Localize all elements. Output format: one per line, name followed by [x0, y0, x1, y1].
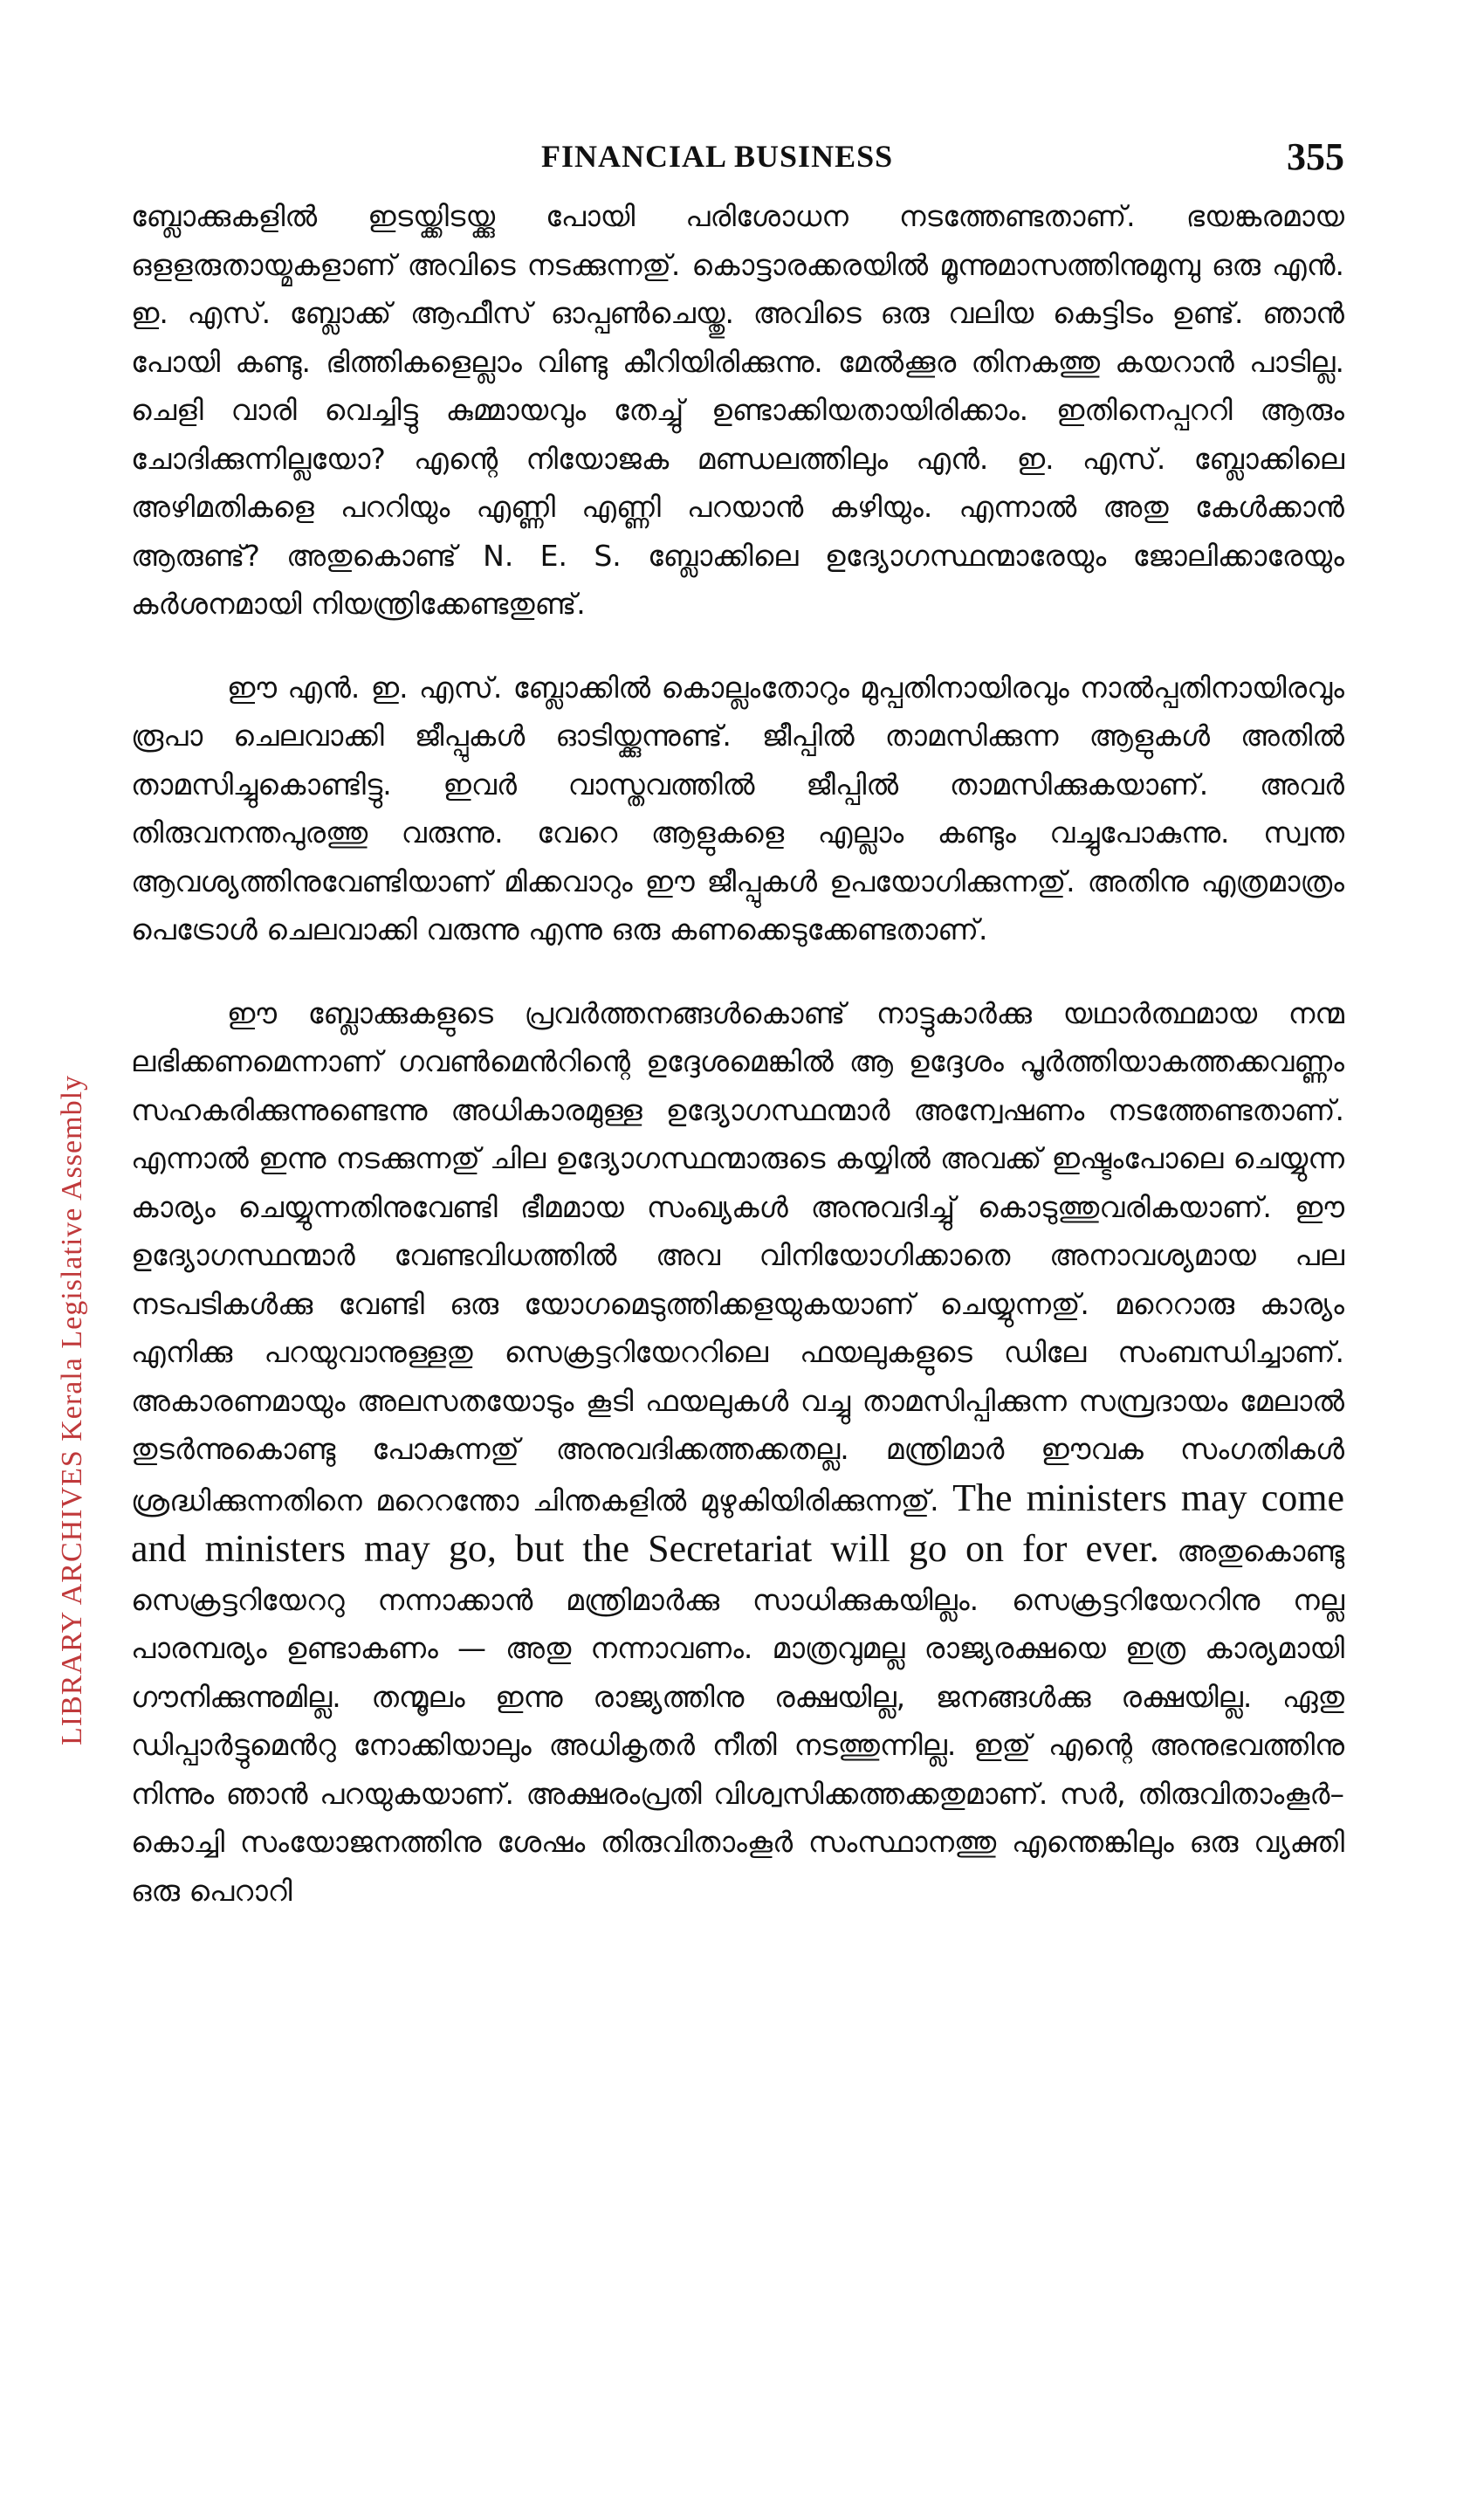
page-header [131, 131, 1344, 192]
watermark-text: LIBRARY ARCHIVES Kerala Legislative Assembly [56, 1074, 88, 1745]
paragraph-3-tail: അതുകൊണ്ടു സെക്രട്ടറിയേററു നന്നാക്കാൻ മന്ത്രിമാർക്കു സാധിക്കുകയില്ലം. സെക്രട്ടറിയേററിനു നല്ല പാരമ്പര്യം ഉണ്ടാകണം — അതു നന്നാവണം. മാത്രവുമല്ല രാജ്യരക്ഷയെ ഇത്ര കാര്യമായി ഗൗനിക്കുന്നുമില്ല. തന്മൂലം ഇന്നു രാജ്യത്തിനു രക്ഷയില്ല, ജനങ്ങൾക്കു രക്ഷയില്ല. ഏതു ഡിപ്പാർട്ടുമെൻറു നോക്കിയാലും അധികൃതർ നീതി നടത്തുന്നില്ല. ഇതു് എന്റെ അനുഭവത്തിനു നിന്നും ഞാൻ പറയുകയാണ്. അക്ഷരംപ്രതി വിശ്വസിക്കത്തക്കതുമാണ്. സർ, തിരുവിതാംകൂർ–കൊച്ചി സംയോജനത്തിനു ശേഷം തിരുവിതാംകൂർ സംസ്ഥാനത്തു എന്തെങ്കിലും ഒരു വ്യക്തി ഒരു പെറാറി [131, 1534, 1344, 1908]
paragraph-3-english-quote: The ministers may come and ministers may go, but the Secretariat will go on for ever. [131, 1476, 1344, 1570]
paragraph-3-malayalam: ഈ ബ്ലോക്കുകളുടെ പ്രവർത്തനങ്ങൾകൊണ്ട് നാട്ടുകാർക്കു യഥാർത്ഥമായ നന്മ ലഭിക്കണമെന്നാണ് ഗവൺമെൻറിന്റെ ഉദ്ദേശമെങ്കിൽ ആ ഉദ്ദേശം പൂർത്തിയാകത്തക്കവണ്ണം സഹകരിക്കുന്നുണ്ടെന്നു അധികാരമുള്ള ഉദ്യോഗസ്ഥന്മാർ അന്വേഷണം നടത്തേണ്ടതാണ്. എന്നാൽ ഇന്നു നടക്കുന്നതു് ചില ഉദ്യോഗസ്ഥന്മാരുടെ കയ്യിൽ അവക്ക് ഇഷ്ടംപോലെ ചെയ്യുന്ന കാര്യം ചെയ്യുന്നതിനുവേണ്ടി ഭീമമായ സംഖ്യകൾ അനുവദിച്ചു് കൊടുത്തുവരികയാണ്. ഈ ഉദ്യോഗസ്ഥന്മാർ വേണ്ടവിധത്തിൽ അവ വിനിയോഗിക്കാതെ അനാവശ്യമായ പല നടപടികൾക്കു വേണ്ടി ഒരു യോഗമെടുത്തിക്കളയുകയാണ് ചെയ്യുന്നതു്. മറെറാരു കാര്യം എനിക്കു പറയുവാനുള്ളതു സെക്രട്ടറിയേററിലെ ഫയലുകളുടെ ഡിലേ സംബന്ധിച്ചാണ്. അകാരണമായും അലസതയോടും കൂടി ഫയലുകൾ വച്ചു താമസിപ്പിക്കുന്ന സമ്പ്രദായം മേലാൽ തുടർന്നുകൊണ്ടു പോകുന്നതു് അനുവദിക്കത്തക്കതല്ല. മന്ത്രിമാർ ഈവക സംഗതികൾ ശ്രദ്ധിക്കുന്നതിനെ മറെറന്തോ ചിന്തകളിൽ മുഴുകിയിരിക്കുന്നതു്. [131, 995, 1344, 1517]
body-text [131, 192, 1344, 1915]
paragraph-gap [131, 954, 1344, 989]
document-page [131, 131, 1344, 1915]
running-title: FINANCIAL BUSINESS [541, 139, 894, 174]
paragraph-2: ഈ എൻ. ഇ. എസ്. ബ്ലോക്കിൽ കൊല്ലംതോറും മുപ്പതിനായിരവും നാൽപ്പതിനായിരവും രൂപാ ചെലവാക്കി ജീപ്പുകൾ ഓടിയ്ക്കുന്നുണ്ട്. ജീപ്പിൽ താമസിക്കുന്ന ആളുകൾ അതിൽ താമസിച്ചുകൊണ്ടിട്ടു. ഇവർ വാസ്തവത്തിൽ ജീപ്പിൽ താമസിക്കുകയാണ്. അവർ തിരുവനന്തപുരത്തു വരുന്നു. വേറെ ആളുകളെ എല്ലാം കണ്ടും വച്ചുപോകുന്നു. സ്വന്ത ആവശ്യത്തിനുവേണ്ടിയാണ് മിക്കവാറും ഈ ജീപ്പുകൾ ഉപയോഗിക്കുന്നതു്. അതിനു എത്രമാത്രം പെട്രോൾ ചെലവാക്കി വരുന്നു എന്നു ഒരു കണക്കെടുക്കേണ്ടതാണ്. [131, 670, 1344, 946]
paragraph-gap [131, 629, 1344, 664]
paragraph-1: ബ്ലോക്കുകളിൽ ഇടയ്ക്കിടയ്ക്കു പോയി പരിശോധന നടത്തേണ്ടതാണ്. ഭയങ്കരമായ ഒളളരുതായ്മകളാണ് അവിടെ നടക്കുന്നതു്. കൊട്ടാരക്കരയിൽ മൂന്നുമാസത്തിനുമുമ്പു ഒരു എൻ. ഇ. എസ്. ബ്ലോക്ക് ആഫീസ് ഓപ്പൺചെയ്തു. അവിടെ ഒരു വലിയ കെട്ടിടം ഉണ്ട്. ഞാൻ പോയി കണ്ടു. ഭിത്തികളെല്ലാം വിണ്ടു കീറിയിരിക്കുന്നു. മേൽക്കൂര തിനകത്തു കയറാൻ പാടില്ല. ചെളി വാരി വെച്ചിട്ടു കുമ്മായവും തേച്ചു് ഉണ്ടാക്കിയതായിരിക്കാം. ഇതിനെപ്പററി ആരും ചോദിക്കുന്നില്ലയോ? എന്റെ നിയോജക മണ്ഡലത്തിലും എൻ. ഇ. എസ്. ബ്ലോക്കിലെ അഴിമതികളെ പററിയും എണ്ണി എണ്ണി പറയാൻ കഴിയും. എന്നാൽ അതു കേൾക്കാൻ ആരുണ്ട്? അതുകൊണ്ട് N. E. S. ബ്ലോക്കിലെ ഉദ്യോഗസ്ഥന്മാരേയും ജോലിക്കാരേയും കർശനമായി നിയന്ത്രിക്കേണ്ടതുണ്ട്. [131, 199, 1344, 621]
paragraph-3 [131, 989, 1344, 1916]
page-number: 355 [1287, 135, 1344, 178]
